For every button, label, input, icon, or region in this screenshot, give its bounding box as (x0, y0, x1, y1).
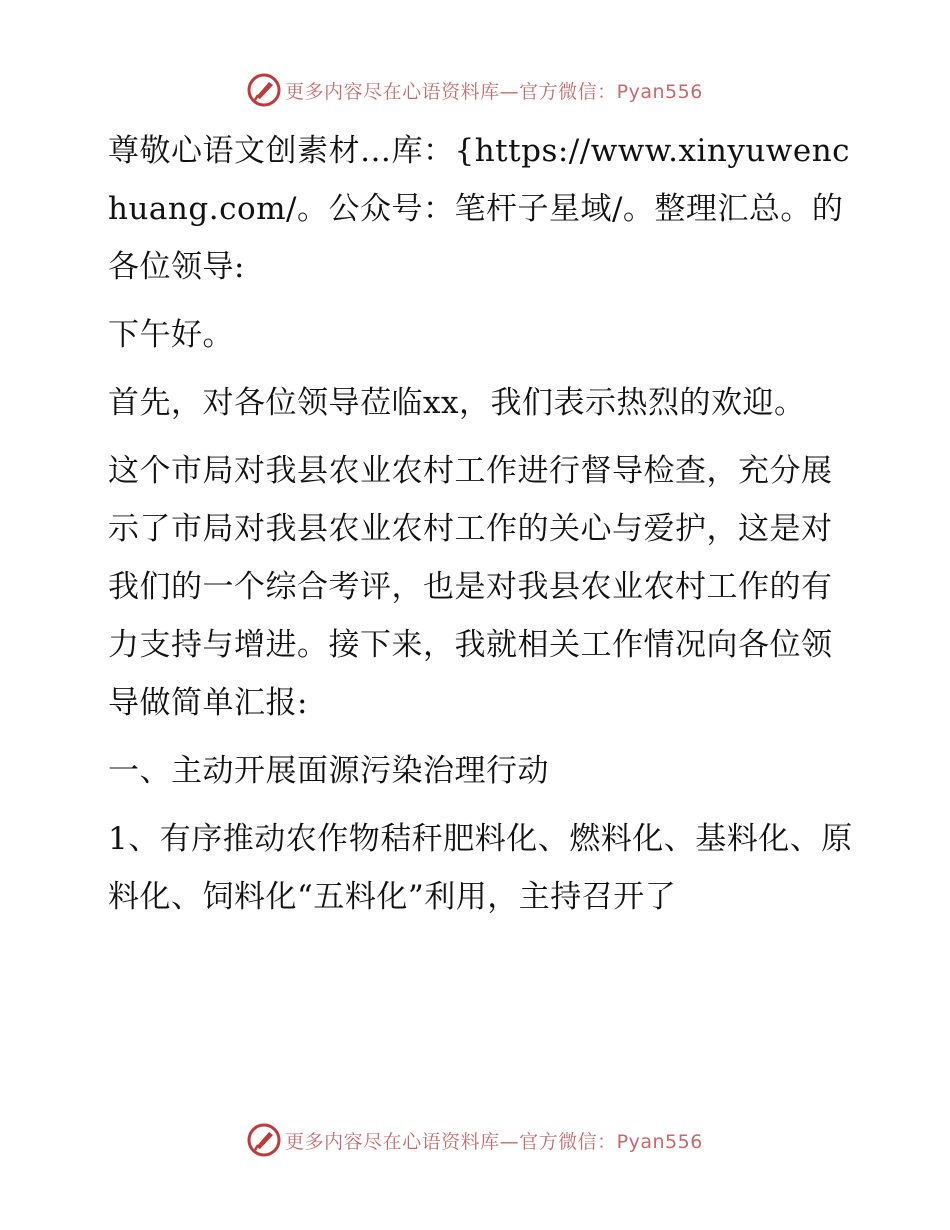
quill-logo-icon (247, 73, 281, 107)
intro-paragraph: 这个市局对我县农业农村工作进行督导检查，充分展示了市局对我县农业农村工作的关心与爱护，这是对我们的一个综合考评，也是对我县农业农村工作的有力支持与增进。接下来，我就相关工作情况向各位领导做简单汇报: (108, 453, 833, 721)
welcome-paragraph: 首先，对各位领导莅临xx，我们表示热烈的欢迎。 (108, 385, 806, 421)
footer-watermark-banner (0, 1120, 950, 1160)
section-heading: 一、主动开展面源污染治理行动 (108, 753, 549, 789)
header-watermark-banner (0, 70, 950, 110)
footer-watermark-text: 更多内容尽在心语资料库—官方微信：Pyan556 (285, 1130, 703, 1153)
greeting-paragraph: 下午好。 (108, 317, 234, 353)
item-paragraph: 1、有序推动农作物秸秆肥料化、燃料化、基料化、原料化、饲料化“五料化”利用，主持召开了 (108, 821, 853, 915)
salutation-paragraph: 尊敬心语文创素材…库：{https://www.xinyuwenchuang.com/。公众号：笔杆子星域/。整理汇总。的各位领导: (108, 133, 851, 285)
document-body (98, 122, 858, 936)
quill-logo-icon (247, 1123, 281, 1157)
header-watermark-text: 更多内容尽在心语资料库—官方微信：Pyan556 (285, 80, 703, 103)
